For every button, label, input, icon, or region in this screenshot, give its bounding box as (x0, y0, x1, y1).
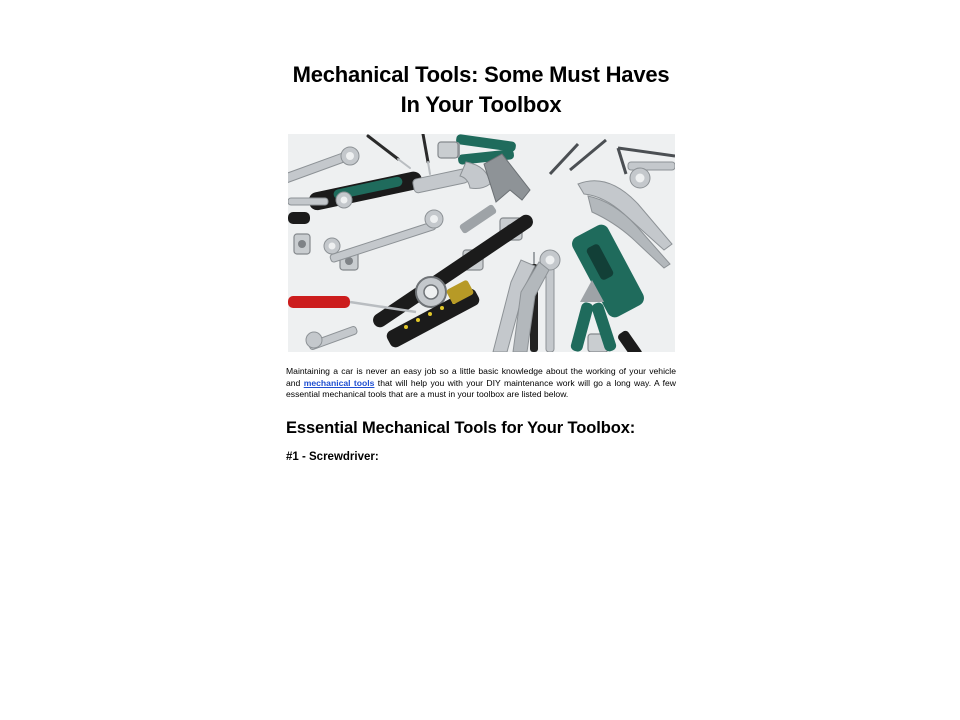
page-title: Mechanical Tools: Some Must Haves In Your Toolbox (292, 62, 670, 117)
section-heading: Essential Mechanical Tools for Your Toolbox: (286, 418, 636, 437)
intro-text-end: that will help you with your DIY maintenance work will go a long way. A few essential mechanical tools that are a must in your toolbox are listed below. (286, 377, 676, 399)
tools-photo (288, 134, 675, 352)
article (286, 60, 676, 464)
intro-text-start: Maintaining a car is never an easy job so a little basic knowledge about the working of your vehicle and (286, 366, 676, 388)
intro-paragraph (286, 366, 676, 401)
mechanical-tools-link[interactable]: mechanical tools (303, 377, 375, 388)
item-heading-screwdriver: #1 - Screwdriver: (286, 450, 379, 463)
